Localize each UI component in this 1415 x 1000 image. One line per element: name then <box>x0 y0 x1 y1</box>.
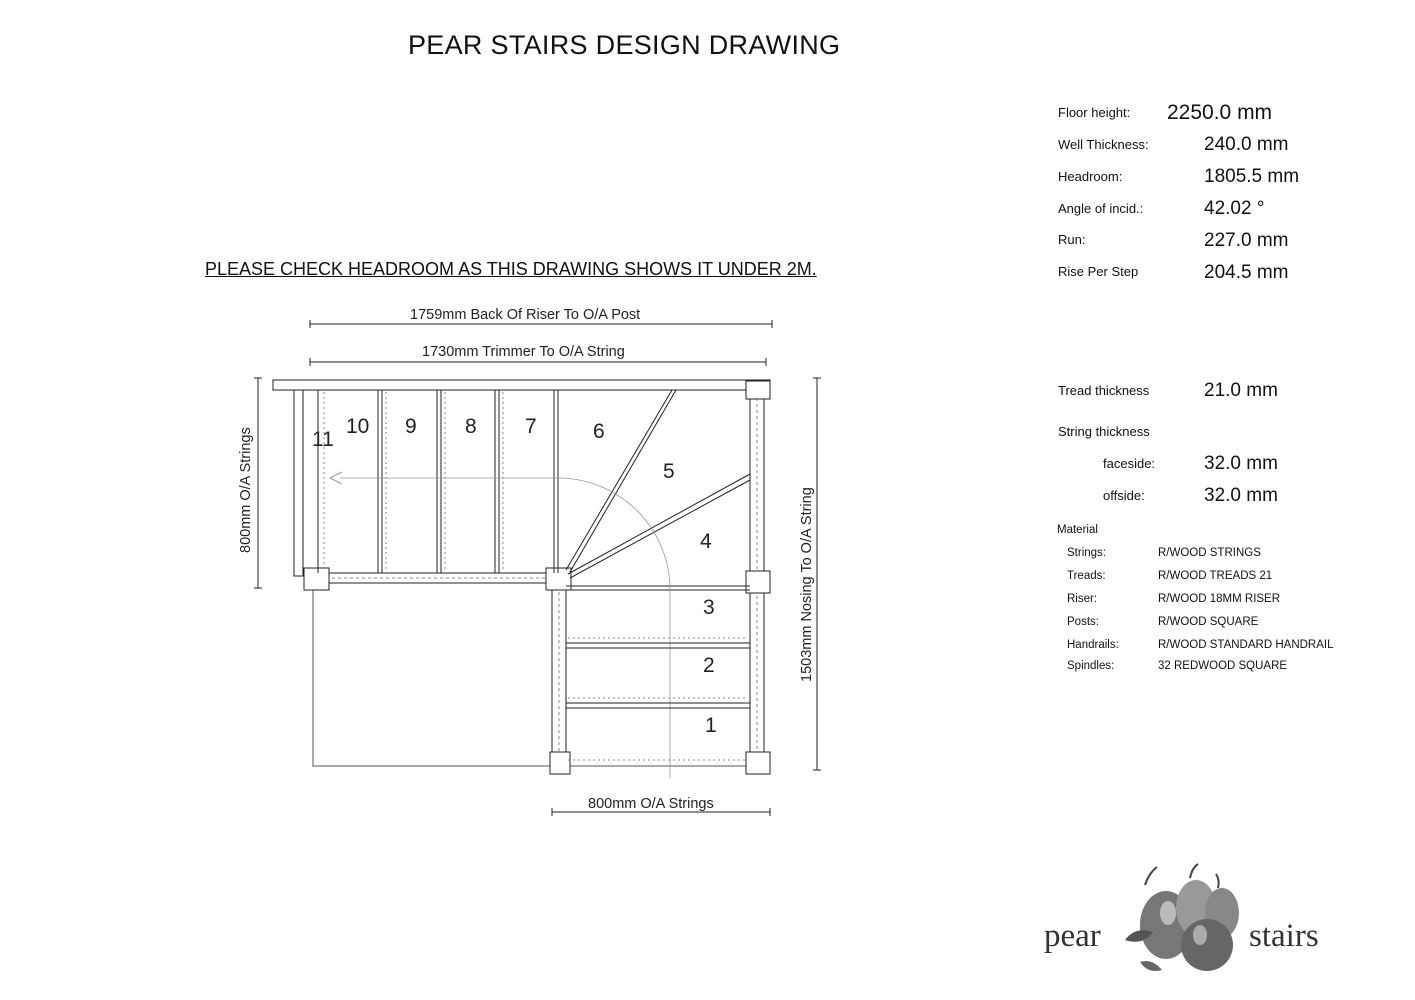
step-number-8: 8 <box>465 415 477 438</box>
spec-well-thickness-value: 240.0 mm <box>1204 134 1289 155</box>
pear-logo-illustration <box>1125 864 1239 971</box>
step-number-9: 9 <box>405 415 417 438</box>
spec-angle-value: 42.02 ° <box>1204 198 1265 219</box>
spec-headroom-label: Headroom: <box>1058 169 1123 184</box>
newel-post-top-right <box>746 381 770 399</box>
headroom-warning: PLEASE CHECK HEADROOM AS THIS DRAWING SHOWS IT UNDER 2M. <box>205 259 817 279</box>
tread-thickness-value: 21.0 mm <box>1204 380 1278 401</box>
tread-thickness-label: Tread thickness <box>1058 383 1150 398</box>
walking-line <box>340 478 670 778</box>
step-number-4: 4 <box>700 530 712 553</box>
faceside-label: faceside: <box>1103 456 1156 471</box>
string-thickness-label: String thickness <box>1058 424 1150 439</box>
dim-label-back-of-riser: 1759mm Back Of Riser To O/A Post <box>410 307 641 323</box>
material-posts-value: R/WOOD SQUARE <box>1158 616 1259 628</box>
material-strings-value: R/WOOD STRINGS <box>1158 547 1261 559</box>
dim-label-right-nosing: 1503mm Nosing To O/A String <box>799 487 815 682</box>
material-riser-label: Riser: <box>1067 593 1098 605</box>
newel-post-left <box>304 568 329 590</box>
dim-label-bottom-strings: 800mm O/A Strings <box>588 796 714 812</box>
well-opening-outline <box>313 590 750 766</box>
spec-rise-value: 204.5 mm <box>1204 262 1289 283</box>
faceside-value: 32.0 mm <box>1204 453 1278 474</box>
spec-rise-label: Rise Per Step <box>1058 264 1139 279</box>
spec-angle-label: Angle of incid.: <box>1058 201 1144 216</box>
step-number-11: 11 <box>312 428 334 451</box>
spec-well-thickness-label: Well Thickness: <box>1058 137 1149 152</box>
dim-label-trimmer: 1730mm Trimmer To O/A String <box>422 344 625 360</box>
page-title: PEAR STAIRS DESIGN DRAWING <box>408 30 841 60</box>
material-spindles-label: Spindles: <box>1067 660 1115 672</box>
step-number-2: 2 <box>703 654 715 677</box>
top-trimmer <box>273 380 770 390</box>
material-spindles-value: 32 REDWOOD SQUARE <box>1158 660 1288 672</box>
spec-floor-height-label: Floor height: <box>1058 105 1131 120</box>
material-treads-value: R/WOOD TREADS 21 <box>1158 570 1273 582</box>
offside-value: 32.0 mm <box>1204 485 1278 506</box>
material-heading: Material <box>1057 524 1098 536</box>
dim-label-left-strings: 800mm O/A Strings <box>238 427 254 553</box>
step-number-10: 10 <box>346 415 370 438</box>
lower-flight-nosings <box>568 638 748 760</box>
spec-run-value: 227.0 mm <box>1204 230 1289 251</box>
newel-post-bottom-left <box>550 752 570 774</box>
step-number-5: 5 <box>663 460 675 483</box>
material-treads-label: Treads: <box>1067 570 1106 582</box>
dim-line-left <box>254 378 262 588</box>
material-handrails-value: R/WOOD STANDARD HANDRAIL <box>1158 639 1334 651</box>
left-string <box>294 390 303 576</box>
spec-run-label: Run: <box>1058 232 1086 247</box>
step-number-3: 3 <box>703 596 715 619</box>
material-posts-label: Posts: <box>1067 616 1099 628</box>
material-strings-label: Strings: <box>1067 547 1106 559</box>
logo-text-stairs: stairs <box>1249 918 1319 954</box>
logo-text-pear: pear <box>1044 918 1101 954</box>
material-riser-value: R/WOOD 18MM RISER <box>1158 593 1281 605</box>
step-number-1: 1 <box>705 714 717 737</box>
offside-label: offside: <box>1103 488 1145 503</box>
newel-post-bottom-right <box>746 752 770 774</box>
spec-floor-height-value: 2250.0 mm <box>1167 101 1273 124</box>
step-number-6: 6 <box>593 420 605 443</box>
step-number-7: 7 <box>525 415 537 438</box>
material-handrails-label: Handrails: <box>1067 639 1119 651</box>
spec-headroom-value: 1805.5 mm <box>1204 166 1300 187</box>
